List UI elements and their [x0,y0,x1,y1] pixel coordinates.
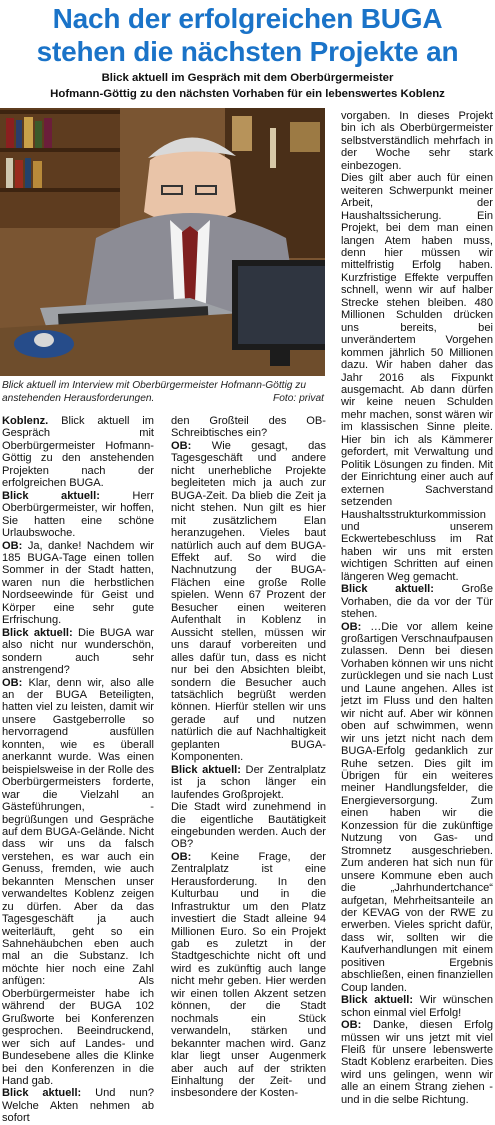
subtitle-line-1: Blick aktuell im Gespräch mit dem Oberbürgermeister [101,72,394,84]
paragraph-text: Blick aktuell im Gespräch mit Oberbürgermeister Hofmann-Göttig zu den anstehenden Projekten nach der erfolgreichen BUGA. [2,415,154,490]
paragraph [2,677,154,1088]
caption-text: Blick aktuell im Interview mit Oberbürgermeister Hofmann-Göttig zu anstehenden Herausforderungen. [2,380,307,404]
paragraph [341,994,493,1019]
paragraph-lead: Blick aktuell: [2,626,73,639]
paragraph [171,801,326,851]
paragraph-text: Die BUGA war also nicht nur wunderschön, sondern auch sehr anstrengend? [2,626,154,677]
paragraph [171,764,326,801]
paragraph-lead: Koblenz. [2,415,49,427]
paragraph [341,172,493,583]
paragraph-lead: OB: [341,620,362,633]
paragraph [2,1087,154,1124]
interview-photo [0,108,325,376]
paragraph-text: Und nun? Welche Akten nehmen ab sofort [2,1087,155,1125]
subtitle-line-2: Hofmann-Göttig zu den nächsten Vorhaben für ein lebenswertes Koblenz [50,88,445,100]
photo-caption [2,380,324,405]
paragraph-text: Danke, diesen Erfolg müssen wir uns jetzt mit viel Fleiß für unsere lebenswerte Stadt Koblenz erarbeiten. Dies wird uns gelingen, wenn wir alle an einem Strang ziehen - und in die selbe Richtung. [341,1019,493,1106]
paragraph [2,627,154,677]
paragraph-text: Große Vorhaben, die da vor der Tür stehen. [341,583,493,621]
paragraph-text: Ja, danke! Nachdem wir 185 BUGA-Tage einen tollen Sommer in der Stadt hatten, waren nun die herbstlichen Nordseewinde für Geist und Körper eine sehr gute Erfrischung. [2,539,154,627]
paragraph-lead: OB: [2,676,23,689]
paragraph-lead: Blick aktuell: [2,489,100,502]
paragraph-text: Klar, denn wir, also alle an der BUGA Beteiligten, hatten viel zu leisten, damit wir unsere Gastgeberrolle so hervorragend ausfüllen konnten, wie es überall anerkannt wurde. Was einen beispielsweise in der Rolle des Oberbürgermeisters forderte, war die Vielzahl an Gästeführungen, -begrüßungen und Gespräche auf dem BUGA-Gelände. Nicht dass wir uns da falsch verstehen, es war auch ein Genuss, fremden, wie auch bekannten Menschen unser verwandeltes Koblenz zeigen zu dürfen. Aber da das Tagesgeschäft ja auch weiterläuft, geht so ein Sahnehäubchen eben auch mal an die Substanz. Ich möchte hier noch eine Zahl anfügen: Als Oberbürgermeister habe ich während der BUGA 102 Grußworte bei Konferenzen gesprochen. Beeindruckend, wer sich auf Landes- und Bundesebene alles die Klinke bei den Konferenzen in die Hand gab. [2,676,154,1088]
paragraph-lead: OB: [171,439,192,452]
paragraph [341,1019,493,1106]
paragraph-text: Die Stadt wird zunehmend in die eigentliche Bautätigkeit eingebunden werden. Auch der OB? [171,801,326,851]
paragraph [341,583,493,620]
paragraph [2,540,154,627]
paragraph-lead: OB: [2,539,23,552]
paragraph [341,621,493,995]
article-headline [0,2,495,68]
paragraph-lead: Blick aktuell: [171,763,241,776]
paragraph-text: vorgaben. In dieses Projekt bin ich als Oberbürgermeister selbstverständlich mehrfach in der Woche sehr stark einbezogen. [341,110,493,172]
paragraph-text: Keine Frage, der Zentralplatz ist eine Herausforderung. In den Kulturbau und in die Infrastruktur um den Platz investiert die Stadt alleine 94 Millionen Euro. So ein Projekt gab es zuletzt in der Stadtgeschichte nicht oft und wird es zukünftig auch lange nicht mehr geben. Hier werden wir einen tollen Akzent setzen können, der die Stadt nochmals ein Stück verwandeln, stärken und bekannter machen wird. Ganz klar liegt unser Augenmerk aber auch auf der strikten Einhaltung der Zeit- und insbesondere der Kosten- [171,850,326,1100]
paragraph-text: Dies gilt aber auch für einen weiteren Schwerpunkt meiner Arbeit, der Haushaltssicherung. Ein Projekt, bei dem man einen langen Atem haben muss, denn hier müssen wir mittelfristig Erfolg haben. Kurzfristige Effekte verpuffen schnell, wenn wir auf halber Strecke stehen bleiben. 480 Millionen Schulden drücken uns bereits, bei unverändertem Vorgehen kommen jährlich 50 Millionen dazu. Wir haben daher das Jahr 2016 als Fixpunkt ausgemacht. Ab dann dürfen wir keine neuen Schulden mehr machen, sonst wären wir im klassischen Sinne pleite. Hier bin ich als Kämmerer gefordert, mit Verwaltung und Politik Lösungen zu finden. Mit der Einrichtung einer auch auf externen Sachverstand setzenden Haushaltsstrukturkommission und unserem Eckwertebeschluss im Rat haben wir uns mit ersten wichtigen Schritten auf einen längeren Weg gemacht. [341,172,493,583]
paragraph-text: …Die vor allem keine großartigen Verschnaufpausen zulassen. Denn bei diesen Vorhaben können wir uns nicht zurücklegen und sie nach Lust und Laune angehen. Alles ist jetzt im Fluss und den halten wir nicht auf. Aber wir können oben auf schwimmen, wenn wir uns jetzt nicht nach dem BUGA-Erfolg gedanklich zur Ruhe setzen. Dies gilt im Übrigen für ein weiteres meiner Handlungsfelder, die Energieversorgung. Zum einen haben wir die Konzession für die zukünftige Nutzung von Gas- und Stromnetz ausgeschrieben. Zum anderen hat sich nun für unsere Kommune eben auch die „Jahrhundertchance“ aufgetan, Mehrheitsanteile an der KEVAG von der RWE zu erwerben. Vieles spricht dafür, dass wir, sollten wir die Kaufverhandlungen mit einem positiven Ergebnis abschließen, einen finanziellen Coup landen. [341,620,493,994]
paragraph [171,440,326,764]
paragraph [2,490,154,540]
paragraph-lead: OB: [171,850,192,863]
paragraph [341,110,493,172]
paragraph-lead: Blick aktuell: [341,583,434,596]
paragraph-lead: OB: [341,1019,362,1032]
paragraph-text: Der Zentralplatz ist ja schon länger ein laufendes Großprojekt. [171,763,326,801]
paragraph-text: Wir wünschen schon einmal viel Erfolg! [341,994,494,1019]
paragraph-lead: Blick aktuell: [2,1087,82,1100]
office-scene-illustration [0,108,325,376]
paragraph [2,415,154,490]
photo-credit: Foto: privat [273,392,324,404]
article-column-1 [2,415,154,1125]
article-column-2 [171,415,326,1100]
paragraph-text: Herr Oberbürgermeister, wir hoffen, Sie hatten eine schöne Urlaubswoche. [2,489,154,540]
article-column-3 [341,110,493,1106]
article-subtitle [0,70,495,102]
headline-line-1: Nach der erfolgreichen BUGA [52,3,443,34]
headline-line-2: stehen die nächsten Projekte an [36,36,459,67]
paragraph-text: Wie gesagt, das Tagesgeschäft und andere nicht unerhebliche Projekte begleiteten mich ja auch zur BUGA-Zeit. Da blieb die Zeit ja nicht stehen. Nun gilt es hier mit zusätzlichem Elan heranzugehen. Vieles baut natürlich auch auf dem BUGA-Effekt auf. So wird die Nachnutzung der BUGA-Flächen eine große Rolle spielen. Wenn 67 Prozent der Besucher einen weiteren Aufenthalt in Koblenz in Aussicht stellen, müssen wir uns darauf vorbereiten und alles dafür tun, dass es nicht nur bei den Absichten bleibt, sondern die Besucher auch tatsächlich begrüßt werden können. Hierfür stellen wir uns gerade auf und nutzen natürlich die auf Nachhaltigkeit geplanten BUGA-Komponenten. [171,439,326,764]
paragraph-lead: Blick aktuell: [341,994,414,1007]
paragraph-text: den Großteil des OB-Schreibtisches ein? [171,415,326,440]
paragraph [171,415,326,440]
paragraph [171,851,326,1100]
